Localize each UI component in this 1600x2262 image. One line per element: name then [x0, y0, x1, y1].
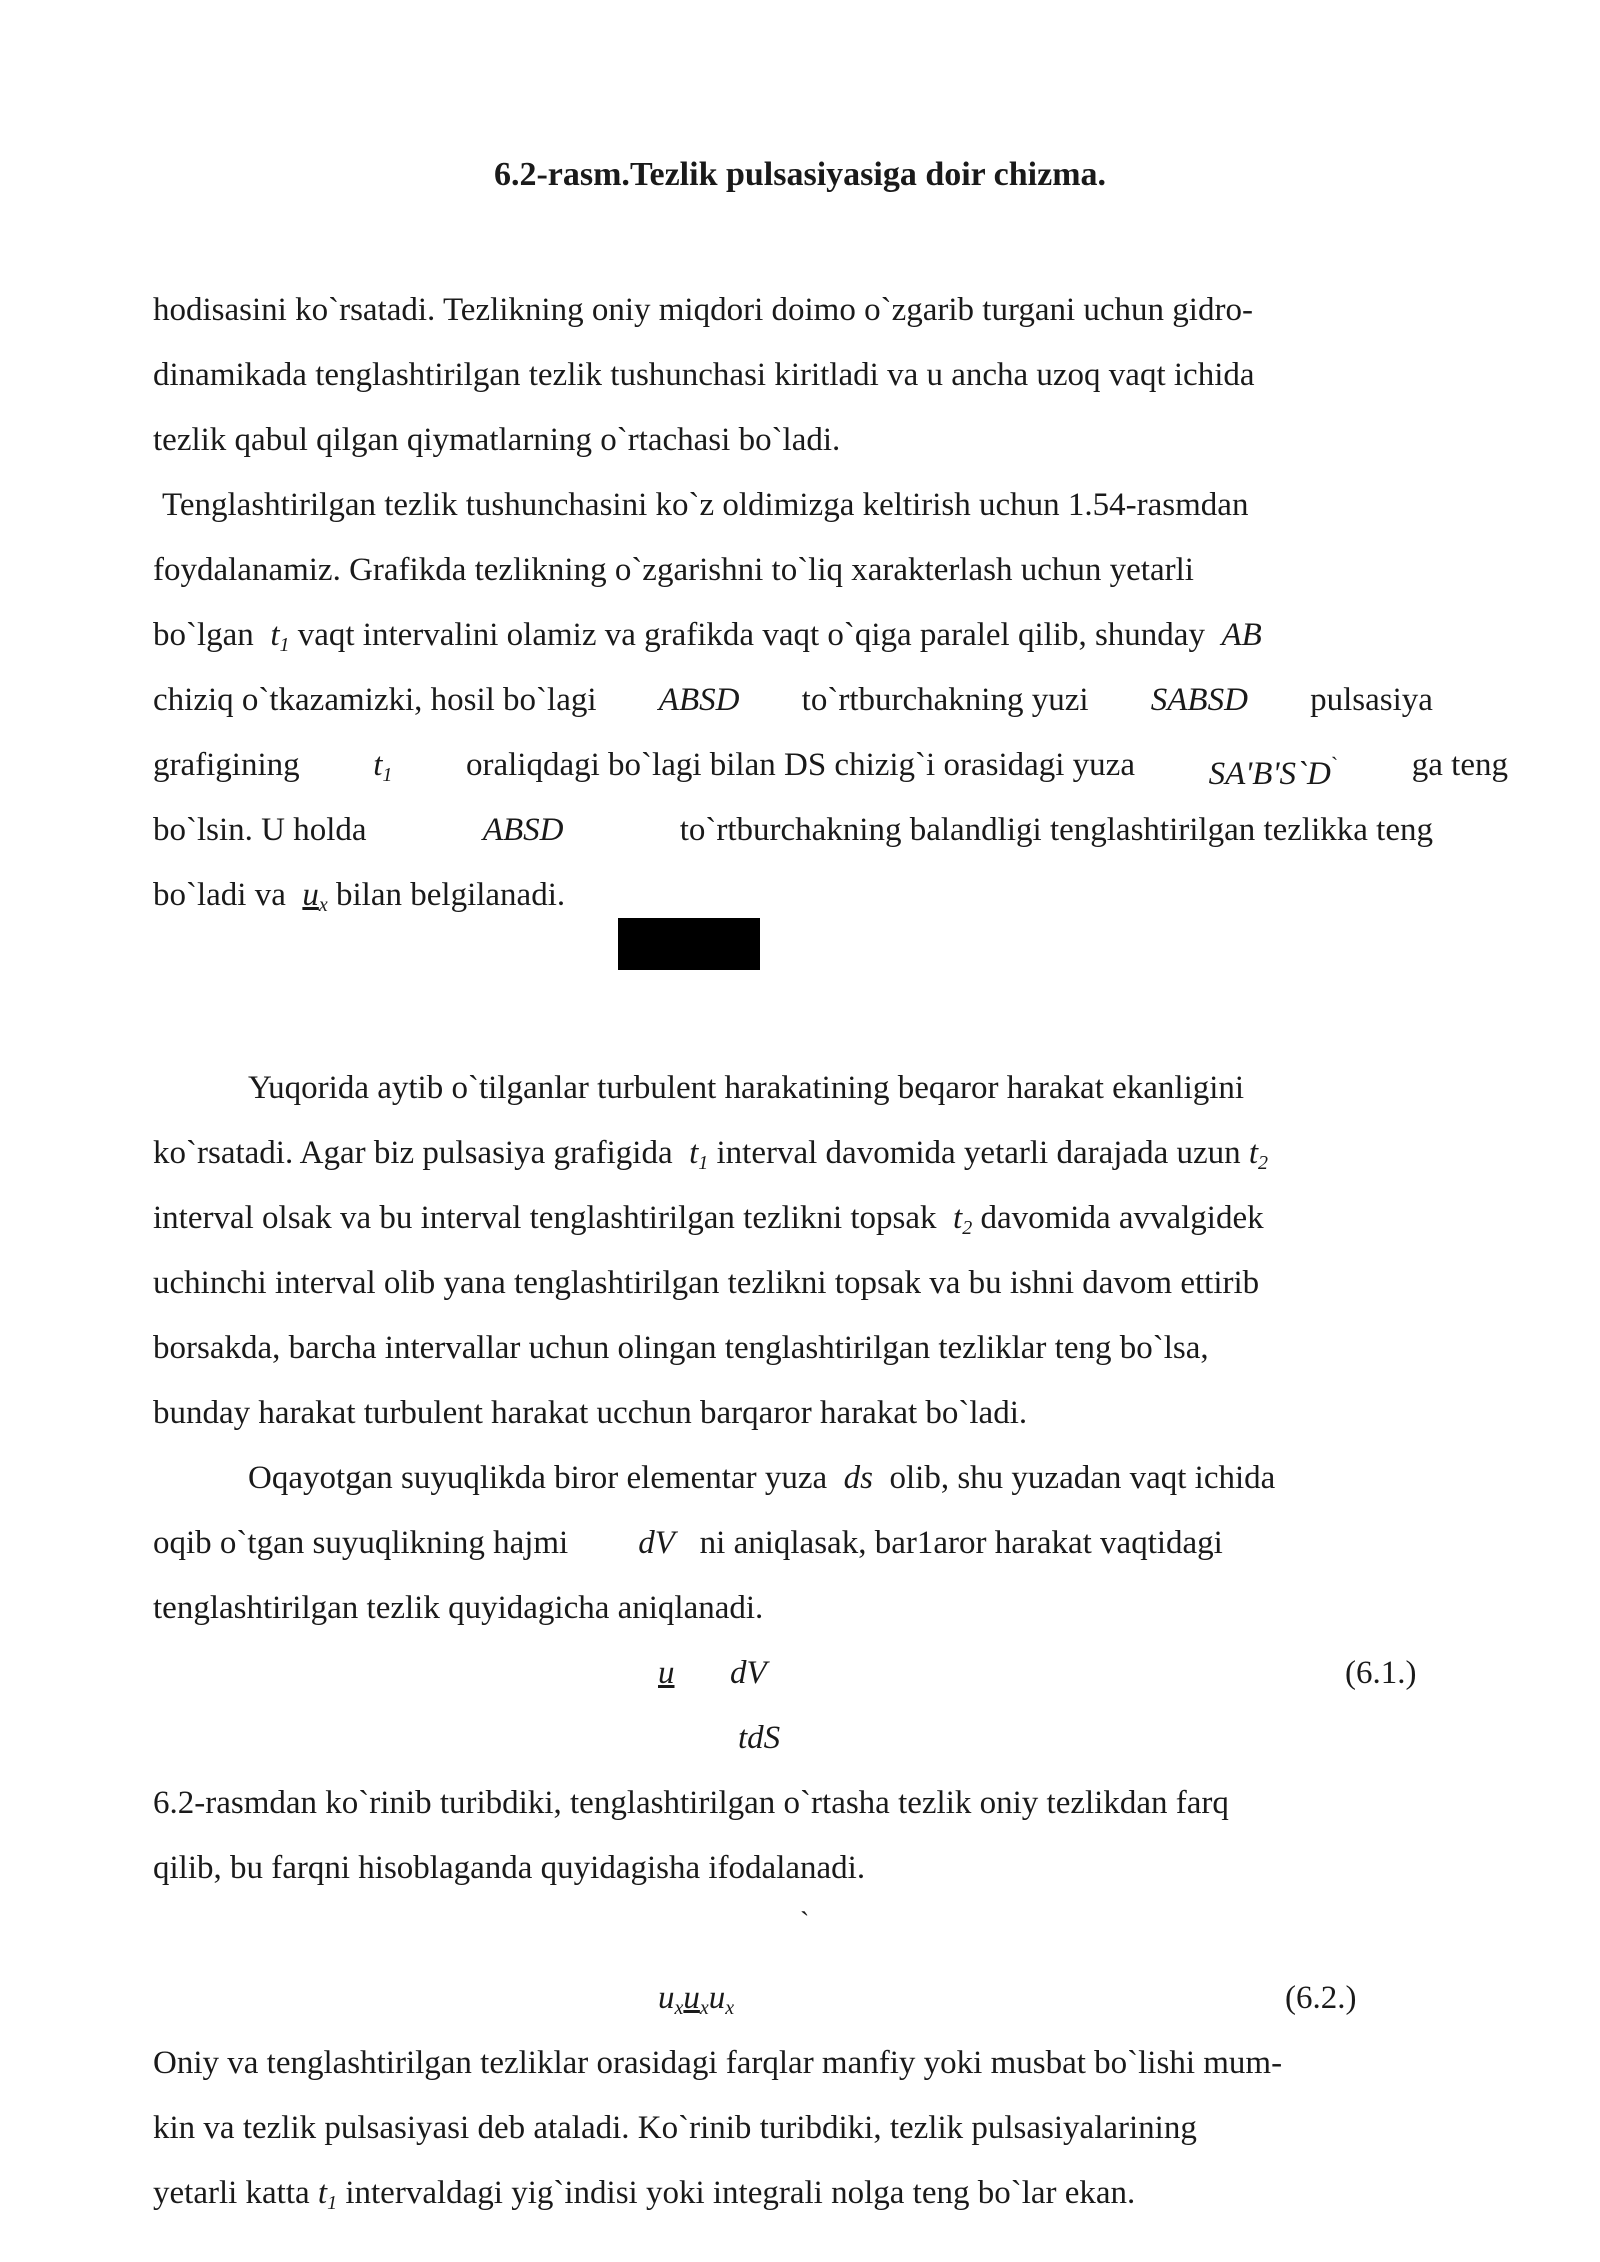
eq1-number: (6.1.) [1345, 1655, 1417, 1691]
p3-line-2 [153, 1133, 1268, 1173]
p3-line-6: bunday harakat turbulent harakat ucchun barqaror harakat bo`ladi. [153, 1395, 1028, 1431]
p5-line-2: qilib, bu farqni hisoblaganda quyidagisha ifodalanadi. [153, 1850, 866, 1886]
p3-line-2-b: interval davomida yetarli darajada uzun [716, 1135, 1241, 1171]
p2-line-7 [153, 875, 565, 915]
p4-line-1-a: Oqayotgan suyuqlikda biror elementar yuza [248, 1460, 828, 1496]
p2-line-5-b: oraliqdagi bo`lagi bilan DS chizig`i orasidagi yuza [466, 747, 1135, 783]
p1-line-2: dinamikada tenglashtirilgan tezlik tushunchasi kiritladi va u ancha uzoq vaqt ichida [153, 357, 1255, 393]
caption-label: 6.2-rasm. [493, 156, 630, 193]
p4-line-3: tenglashtirilgan tezlik quyidagicha aniqlanadi. [153, 1590, 764, 1626]
eq1-numerator: dV [730, 1655, 767, 1691]
eq2-expression: $u_xu_xu_x$ [658, 1980, 735, 2019]
sabsd-var: SABSD [1150, 682, 1248, 718]
p2-line-6-a: bo`lsin. U holda [153, 812, 367, 848]
absd-var: ABSD [658, 682, 740, 718]
p4-line-2 [153, 1523, 1223, 1563]
p2-line-4-c: pulsasiya [1310, 682, 1433, 718]
p2-line-4-a: chiziq o`tkazamizki, hosil bo`lagi [153, 682, 597, 718]
eq1-u: u [658, 1655, 675, 1691]
p6-line-3-a: yetarli katta [153, 2175, 310, 2211]
p3-line-3-b: davomida avvalgidek [980, 1200, 1264, 1236]
redaction-block [618, 918, 760, 970]
p4-line-2-a: oqib o`tgan suyuqlikning hajmi [153, 1525, 569, 1561]
p3-line-2-a: ko`rsatadi. Agar biz pulsasiya grafigida [153, 1135, 673, 1171]
t1-var: $t_1$ [270, 617, 290, 656]
t2-var: $t_2$ [1248, 1135, 1269, 1174]
p2-line-3 [153, 615, 1262, 655]
ds-var: ds [843, 1460, 873, 1496]
p3-line-4: uchinchi interval olib yana tenglashtirilgan tezlikni topsak va bu ishni davom ettirib [153, 1265, 1260, 1301]
p4-line-1-b: olib, shu yuzadan vaqt ichida [889, 1460, 1276, 1496]
p1-line-1: hodisasini ko`rsatadi. Tezlikning oniy miqdori doimo o`zgarib turgani uchun gidro- [153, 292, 1253, 328]
p2-line-7-b: bilan belgilanadi. [336, 877, 566, 913]
p4-line-2-b: ni aniqlasak, bar1aror harakat vaqtidagi [699, 1525, 1223, 1561]
caption-text: Tezlik pulsasiyasiga doir chizma. [629, 156, 1107, 193]
area-var: SA'B'S`D` [1208, 752, 1339, 792]
p3-line-3 [153, 1198, 1264, 1238]
p3-line-1: Yuqorida aytib o`tilganlar turbulent harakatining beqaror harakat ekanligini [248, 1070, 1245, 1106]
p5-line-1: 6.2-rasmdan ko`rinib turibdiki, tenglashtirilgan o`rtasha tezlik oniy tezlikdan farq [153, 1785, 1229, 1821]
p2-line-6-b: to`rtburchakning balandligi tenglashtirilgan tezlikka teng [679, 812, 1433, 848]
p2-line-4 [153, 680, 1433, 720]
p2-line-3-b: vaqt intervalini olamiz va grafikda vaqt o`qiga paralel qilib, shunday [297, 617, 1205, 653]
p2-line-2: foydalanamiz. Grafikda tezlikning o`zgarishni to`liq xarakterlash uchun yetarli [153, 552, 1194, 588]
p6-line-1: Oniy va tenglashtirilgan tezliklar orasidagi farqlar manfiy yoki musbat bo`lishi mum- [153, 2045, 1283, 2081]
t1-var-4: $t_1$ [317, 2175, 338, 2214]
p2-line-5-a: grafigining [153, 747, 300, 783]
eq2-tick: ` [800, 1907, 810, 1938]
p3-line-3-a: interval olsak va bu interval tenglashtirilgan tezlikni topsak [153, 1200, 937, 1236]
dv-var: dV [638, 1525, 675, 1561]
absd-var-2: ABSD [482, 812, 564, 848]
t2-var-2: $t_2$ [953, 1200, 973, 1239]
p2-line-4-b: to`rtburchakning yuzi [801, 682, 1089, 718]
p2-line-7-a: bo`ladi va [153, 877, 286, 913]
p6-line-3-b: intervaldagi yig`indisi yoki integrali nolga teng bo`lar ekan. [345, 2175, 1136, 2211]
eq1-denominator: tdS [738, 1720, 781, 1756]
p6-line-2: kin va tezlik pulsasiyasi deb ataladi. Ko`rinib turibdiki, tezlik pulsasiyalarining [153, 2110, 1197, 2146]
p1-line-3: tezlik qabul qilgan qiymatlarning o`rtachasi bo`ladi. [153, 422, 841, 458]
p2-line-3-a: bo`lgan [153, 617, 254, 653]
figure-caption [0, 155, 1600, 195]
p6-line-3 [153, 2173, 1135, 2213]
p2-line-5-c: ga teng [1411, 747, 1508, 783]
p4-line-1 [248, 1458, 1275, 1498]
p2-line-5 [153, 745, 1508, 794]
ab-var: AB [1221, 617, 1262, 653]
t1-var-2: $t_1$ [373, 747, 393, 786]
p3-line-5: borsakda, barcha intervallar uchun olingan tenglashtirilgan tezliklar teng bo`lsa, [153, 1330, 1209, 1366]
t1-var-3: $t_1$ [689, 1135, 709, 1174]
ux-var: $u_x$ [302, 877, 328, 916]
p2-line-6 [153, 810, 1433, 850]
eq2-number: (6.2.) [1285, 1980, 1357, 2016]
p2-line-1: Tenglashtirilgan tezlik tushunchasini ko`z oldimizga keltirish uchun 1.54-rasmdan [162, 487, 1249, 523]
